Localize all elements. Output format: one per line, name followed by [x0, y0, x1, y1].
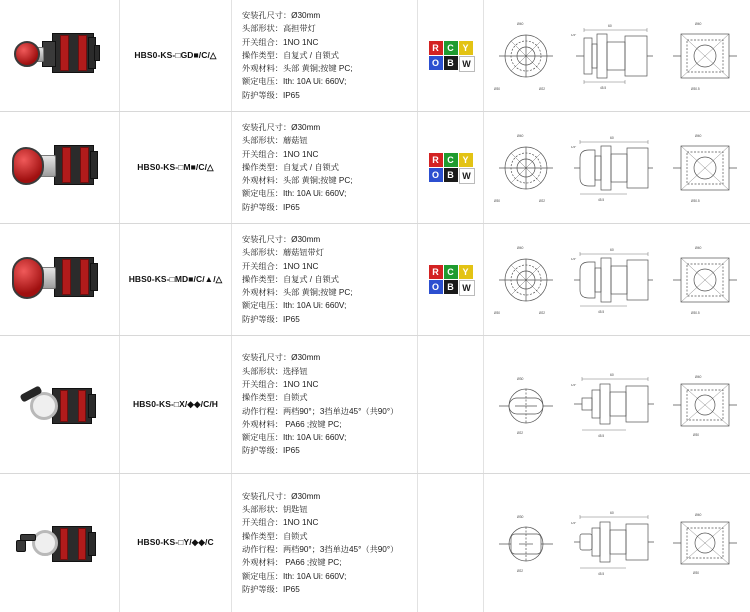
- color-swatch[interactable]: C: [444, 265, 458, 279]
- svg-text:Ø40: Ø40: [694, 374, 702, 379]
- svg-text:Ø30.5: Ø30.5: [690, 198, 700, 203]
- spec-line: 额定电压：Ith: 10A Ui: 660V;: [242, 189, 347, 199]
- svg-text:45.5: 45.5: [597, 197, 605, 202]
- spec-line: 操作类型：自复式 / 自锁式: [242, 274, 339, 284]
- svg-text:60: 60: [607, 23, 612, 28]
- svg-text:1/2": 1/2": [570, 382, 577, 387]
- svg-text:Ø30: Ø30: [517, 376, 524, 381]
- spec-line: 操作类型：自复式 / 自锁式: [242, 50, 339, 60]
- rear-view-drawing: [669, 240, 741, 320]
- spec-line: 防护等级：IP65: [242, 446, 300, 456]
- svg-text:Ø30.5: Ø30.5: [690, 86, 700, 91]
- spec-cell: [232, 0, 418, 111]
- svg-text:Ø22: Ø22: [539, 86, 546, 91]
- table-row: [0, 224, 750, 336]
- spec-line: 防护等级：IP65: [242, 90, 300, 100]
- color-swatch[interactable]: W: [459, 168, 475, 184]
- front-view-drawing: [493, 370, 559, 440]
- side-view-drawing: [570, 368, 658, 442]
- spec-line: 额定电压：Ith: 10A Ui: 660V;: [242, 301, 347, 311]
- model-cell: [120, 474, 232, 612]
- color-swatch[interactable]: B: [444, 168, 458, 182]
- color-swatch[interactable]: C: [444, 41, 458, 55]
- svg-text:Ø40: Ø40: [517, 21, 524, 26]
- spec-line: 操作类型：自锁式: [242, 531, 308, 541]
- side-view-drawing: [570, 16, 658, 96]
- table-row: [0, 474, 750, 612]
- spec-cell: [232, 224, 418, 335]
- color-swatch-grid: [429, 153, 473, 182]
- spec-line: 安装孔尺寸：Ø30mm: [242, 491, 321, 501]
- svg-text:60: 60: [609, 511, 614, 515]
- rear-view-drawing: [669, 128, 741, 208]
- rear-view-drawing: [669, 508, 741, 578]
- svg-text:45.5: 45.5: [597, 309, 605, 314]
- front-view-drawing: [493, 240, 559, 320]
- svg-text:Ø30: Ø30: [494, 86, 501, 91]
- svg-text:Ø30: Ø30: [517, 515, 524, 519]
- color-swatch[interactable]: O: [429, 280, 443, 294]
- spec-line: 外观材料：头部 黄铜;按键 PC;: [242, 288, 353, 298]
- table-row: [0, 112, 750, 224]
- svg-text:45.5: 45.5: [597, 433, 605, 438]
- technical-drawing-cell: [484, 0, 750, 111]
- spec-line: 操作类型：自复式 / 自锁式: [242, 162, 339, 172]
- spec-line: 头部形状：蘑菇钮: [242, 136, 308, 146]
- model-cell: [120, 336, 232, 473]
- model-number: HBS0-KS-□GD■/C/△: [134, 49, 217, 60]
- svg-text:Ø22: Ø22: [517, 569, 524, 573]
- svg-text:Ø40: Ø40: [694, 21, 702, 26]
- color-swatch[interactable]: O: [429, 168, 443, 182]
- spec-cell: [232, 112, 418, 223]
- color-swatch[interactable]: R: [429, 265, 443, 279]
- technical-drawing-cell: [484, 224, 750, 335]
- table-row: [0, 336, 750, 474]
- color-swatch[interactable]: R: [429, 41, 443, 55]
- color-swatch[interactable]: Y: [459, 41, 473, 55]
- product-photo-cell: [0, 474, 120, 612]
- svg-text:Ø30: Ø30: [494, 198, 501, 203]
- spec-line: 安装孔尺寸：Ø30mm: [242, 235, 321, 245]
- illuminated-mushroom-head-pushbutton-photo: [8, 241, 112, 319]
- svg-text:1/2": 1/2": [570, 521, 577, 525]
- svg-text:45.5: 45.5: [597, 572, 605, 576]
- front-view-drawing: [493, 508, 559, 578]
- svg-text:Ø40: Ø40: [517, 245, 524, 250]
- rear-view-drawing: [669, 16, 741, 96]
- color-swatch[interactable]: O: [429, 56, 443, 70]
- rear-view-drawing: [669, 370, 741, 440]
- model-number: HBS0-KS-□M■/C/△: [137, 161, 214, 172]
- svg-text:60: 60: [609, 247, 614, 252]
- spec-line: 开关组合：1NO 1NC: [242, 37, 319, 47]
- color-options-cell: [418, 224, 484, 335]
- product-photo-cell: [0, 224, 120, 335]
- svg-text:1/2": 1/2": [570, 144, 577, 149]
- spec-line: 额定电压：Ith: 10A Ui: 660V;: [242, 77, 347, 87]
- spec-line: 开关组合：1NO 1NC: [242, 261, 319, 271]
- svg-text:60: 60: [609, 135, 614, 140]
- spec-line: 外观材料： PA66 ;按键 PC;: [242, 419, 342, 429]
- spec-line: 开关组合：1NO 1NC: [242, 379, 319, 389]
- svg-text:1/2": 1/2": [570, 32, 577, 37]
- model-cell: [120, 224, 232, 335]
- svg-text:Ø40: Ø40: [694, 133, 702, 138]
- mushroom-head-pushbutton-photo: [8, 129, 112, 207]
- technical-drawing-cell: [484, 112, 750, 223]
- front-view-drawing: [493, 128, 559, 208]
- color-options-cell: [418, 474, 484, 612]
- spec-line: 头部形状：蘑菇钮带灯: [242, 248, 324, 258]
- spec-line: 防护等级：IP65: [242, 202, 300, 212]
- svg-text:Ø22: Ø22: [539, 310, 546, 315]
- color-options-cell: [418, 112, 484, 223]
- svg-text:Ø22: Ø22: [539, 198, 546, 203]
- svg-text:Ø22: Ø22: [517, 430, 524, 435]
- svg-text:Ø40: Ø40: [694, 513, 702, 517]
- svg-text:Ø40: Ø40: [517, 133, 524, 138]
- spec-cell: [232, 336, 418, 473]
- side-view-drawing: [570, 240, 658, 320]
- pushbutton-illuminated-extended-photo: [8, 17, 112, 95]
- color-swatch[interactable]: Y: [459, 153, 473, 167]
- color-swatch[interactable]: W: [459, 56, 475, 72]
- svg-text:60: 60: [609, 372, 614, 377]
- color-options-cell: [418, 336, 484, 473]
- model-cell: [120, 0, 232, 111]
- spec-line: 动作行程：两档90°；3挡单边45°（共90°）: [242, 545, 399, 554]
- spec-line: 外观材料：头部 黄铜;按键 PC;: [242, 176, 353, 186]
- spec-line: 防护等级：IP65: [242, 584, 300, 594]
- svg-text:Ø30: Ø30: [692, 432, 699, 437]
- model-number: HBS0-KS-□MD■/C/▲/△: [128, 273, 223, 284]
- color-swatch[interactable]: R: [429, 153, 443, 167]
- spec-line: 头部形状：钥匙钮: [242, 505, 308, 515]
- spec-line: 开关组合：1NO 1NC: [242, 518, 319, 528]
- model-cell: [120, 112, 232, 223]
- technical-drawing-cell: [484, 336, 750, 473]
- side-view-drawing: [570, 506, 658, 580]
- spec-line: 操作类型：自锁式: [242, 393, 308, 403]
- svg-text:Ø30.5: Ø30.5: [690, 310, 700, 315]
- color-swatch[interactable]: B: [444, 280, 458, 294]
- key-selector-switch-photo: [8, 504, 112, 582]
- svg-text:Ø30: Ø30: [494, 310, 501, 315]
- spec-line: 开关组合：1NO 1NC: [242, 149, 319, 159]
- color-swatch[interactable]: C: [444, 153, 458, 167]
- color-swatch-grid: [429, 265, 473, 294]
- spec-cell: [232, 474, 418, 612]
- product-photo-cell: [0, 112, 120, 223]
- product-photo-cell: [0, 336, 120, 473]
- color-swatch[interactable]: B: [444, 56, 458, 70]
- svg-text:Ø30: Ø30: [692, 571, 699, 575]
- selector-switch-photo: [8, 366, 112, 444]
- spec-line: 外观材料：头部 黄铜;按键 PC;: [242, 64, 353, 74]
- spec-line: 额定电压：Ith: 10A Ui: 660V;: [242, 433, 347, 443]
- spec-line: 防护等级：IP65: [242, 314, 300, 324]
- spec-line: 安装孔尺寸：Ø30mm: [242, 11, 321, 21]
- model-number: HBS0-KS-□X/◆◆/C/H: [132, 398, 219, 409]
- color-swatch[interactable]: W: [459, 280, 475, 296]
- color-options-cell: [418, 0, 484, 111]
- product-photo-cell: [0, 0, 120, 111]
- spec-line: 安装孔尺寸：Ø30mm: [242, 123, 321, 133]
- spec-line: 外观材料： PA66 ;按键 PC;: [242, 558, 342, 568]
- svg-text:45.5: 45.5: [599, 85, 607, 90]
- svg-text:1/2": 1/2": [570, 256, 577, 261]
- front-view-drawing: [493, 16, 559, 96]
- svg-text:Ø40: Ø40: [694, 245, 702, 250]
- table-row: [0, 0, 750, 112]
- model-number: HBS0-KS-□Y/◆◆/C: [137, 537, 214, 548]
- technical-drawing-cell: [484, 474, 750, 612]
- spec-line: 安装孔尺寸：Ø30mm: [242, 353, 321, 363]
- color-swatch-grid: [429, 41, 473, 70]
- spec-line: 头部形状：选择钮: [242, 366, 308, 376]
- color-swatch[interactable]: Y: [459, 265, 473, 279]
- spec-line: 动作行程：两档90°；3挡单边45°（共90°）: [242, 406, 399, 416]
- spec-line: 头部形状：高担带灯: [242, 24, 316, 34]
- side-view-drawing: [570, 128, 658, 208]
- spec-line: 额定电压：Ith: 10A Ui: 660V;: [242, 571, 347, 581]
